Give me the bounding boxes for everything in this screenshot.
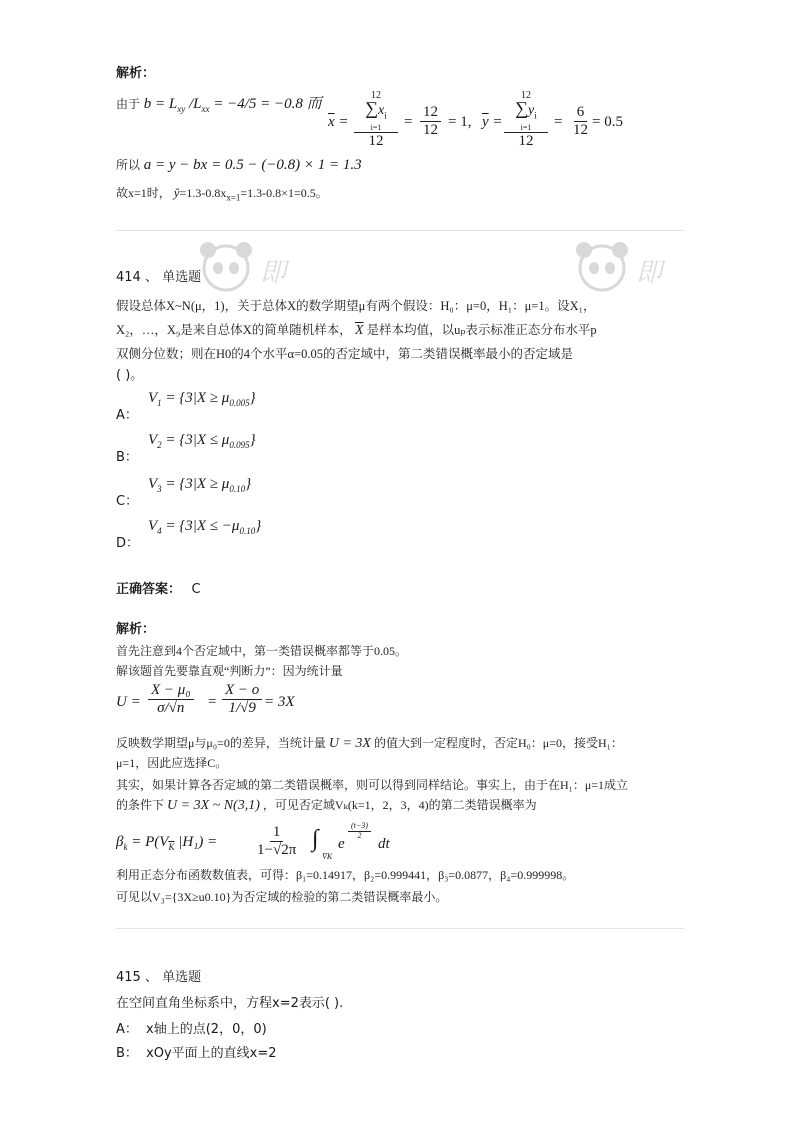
q414-stem-line4: ( )。 [116,368,144,383]
option-c-body: = {3|X ≥ μ [161,476,230,492]
q414-analysis-line4: μ=1，因此应选择C。 [116,756,228,770]
q414-xbar: $\overline{X}$ [354,323,364,338]
option-d-body: = {3|X ≤ −μ [161,518,240,534]
u-lhs: U = [116,694,141,710]
watermark-right [572,238,663,298]
beta-integral: ∫ [312,826,319,852]
beta-mid2: |H₁) = [174,834,218,850]
beta-mid-sub: K [168,842,175,852]
ybar-den: 12 [518,132,534,149]
beta-dt: dt [378,836,390,852]
ybar-result: = 0.5 [592,114,623,130]
q414-header: 414 、 单选题 [116,270,202,285]
q415-header: 415 、 单选题 [116,970,202,985]
prefix-text: 由于 [116,97,141,111]
xbar-eq: = [404,114,413,130]
sub-xx: xx [201,104,210,114]
answer-label: 正确答案： [116,582,182,597]
option-b-close: } [249,432,256,448]
yhat-symbol: ŷ [173,185,180,200]
option-b-lhs-sub: 2 [157,440,162,450]
option-b-label: B： [116,450,138,465]
line3-a: 反映数学期望μ与μ₀=0的差异，当统计量 [116,736,326,750]
q414-stem-line3: 双侧分位数；则在H0的4个水平α=0.05的否定域中，第二类错误概率最小的否定域是 [116,347,574,361]
line6-a: 的条件下 [116,798,165,812]
option-d-lhs-sub: 4 [157,526,162,536]
q415-stem: 在空间直角坐标系中，方程x=2表示( ). [116,996,344,1011]
formula-line-b [116,92,322,114]
option-c-close: } [245,476,252,492]
option-d-lhs: V [148,518,158,534]
line4-prefix: 故x=1时， [116,186,171,200]
line4-sub: x=1 [226,192,241,203]
u-frac1-num: X − μ₀ [148,682,194,700]
watermark-text-left: 即 [260,258,287,288]
ybar-frac-num: 6 [574,104,588,122]
xbar-result: = 1, [448,114,472,130]
option-d-formula [148,518,261,536]
formula-b: b = L [143,96,178,112]
sub-xy: xy [177,104,186,114]
option-b-lhs: V [148,432,158,448]
line6-b: ，可见否定域Vₖ(k=1，2，3，4)的第二类错误概率为 [262,798,537,812]
prefix-suoyi: 所以 [116,158,141,172]
option-a-lhs: V [148,390,158,406]
xbar-sum-var: x [378,103,385,118]
xbar-frac-num: 12 [420,104,441,122]
xbar-sum-sub: i [384,110,387,121]
option-a-sub: 0.005 [229,398,250,408]
ybar-symbol: $\overline{y}$ [482,114,489,130]
line6-formula: U = 3X ~ N(3,1) [167,798,260,813]
panda-logo-icon [572,238,632,294]
option-a-close: } [249,390,256,406]
u-frac1 [148,682,194,716]
option-a-body: = {3|X ≥ μ [161,390,230,406]
u-frac2-num: X − o [222,682,262,700]
beta-sub: k [123,842,128,852]
beta-frac [254,824,299,858]
option-a-lhs-sub: 1 [157,398,162,408]
option-b-formula [148,432,256,450]
beta-exp [348,822,371,841]
q414-answer [116,578,201,597]
q415-option-a-text: x轴上的点(2，0，0) [146,1022,267,1037]
beta-frac-den: 1−√2π [257,841,297,858]
formula-line-yhat [116,184,328,202]
xbar-frac [420,104,441,138]
xbar-symbol: $\overline{x}$ [328,114,335,130]
q414-stem-line2-a: X₂，…，X₉是来自总体X的简单随机样本， [116,323,352,337]
watermark-text-right: 即 [636,258,663,288]
option-b-sub: 0.095 [229,440,250,450]
ybar-frac-den: 12 [573,121,588,138]
answer-value: C [191,582,201,597]
divider-2 [116,928,684,929]
panda-logo-icon [196,238,256,294]
formula-line-a [116,156,362,174]
q414-analysis-line8: 可见以V₃={3X≥u0.10}为否定域的检验的第二类错误概率最小。 [116,890,448,904]
q414-analysis-line7: 利用正态分布函数数值表，可得：β₁=0.14917，β₂=0.999441，β₃=0.0877，β₄=0.999998。 [116,868,575,882]
u-result: = 3X [264,694,295,710]
xbar-frac-den: 12 [423,121,438,138]
q415-option-a-label: A： [116,1022,138,1037]
ybar-sum-frac: 12 $\sum y_i$ i=1 12 [504,90,548,150]
xbar-sum-top: 12 [371,90,381,101]
option-d-close: } [255,518,262,534]
option-c-label: C： [116,494,139,509]
watermark-left [196,238,287,298]
q414-analysis-line5: 其实，如果计算各否定域的第二类错误概率，则可以得到同样结论。事实上，由于在H₁：μ=1成立 [116,778,629,792]
line3-formula: U = 3X [328,736,371,751]
q414-analysis-line2: 解该题首先要靠直观“判断力”：因为统计量 [116,664,343,678]
xbar-den: 12 [368,132,384,149]
q414-stem-line2 [116,320,597,339]
beta-frac-num: 1 [270,824,284,842]
beta-exp-num: (t−3) [348,822,371,832]
beta-integral-sub: V̄K [322,852,333,861]
u-frac1-den: σ/√n [157,699,185,716]
q414-analysis-line3 [116,734,623,752]
option-a-formula [148,390,256,408]
xbar-sum-bottom: i=1 [354,123,398,133]
option-c-lhs: V [148,476,158,492]
q415-option-b-text: xOy平面上的直线x=2 [146,1046,277,1061]
option-c-formula [148,476,251,494]
q414-analysis-line1: 首先注意到4个否定域中，第一类错误概率都等于0.05。 [116,644,408,658]
ybar-sum-var: y [528,103,535,118]
divider-1 [116,230,684,231]
u-frac2 [222,682,262,716]
beta-mid: = P(V [127,834,169,850]
option-d-label: D： [116,536,140,551]
beta-exp-den: 2 [357,830,362,840]
beta-lhs: β [116,834,124,850]
formula-b-mid: /L [185,96,202,112]
ybar-sum-bottom: i=1 [504,123,548,133]
q414-analysis-line6 [116,796,537,814]
option-c-sub: 0.10 [229,484,246,494]
line4-rest: =1.3-0.8x [179,186,227,200]
line3-b: 的值大到一定程度时，否定H₀：μ=0，接受H₁： [373,736,623,750]
option-c-lhs-sub: 3 [157,484,162,494]
q414-stem-line2-b: 是样本均值，以uₚ表示标准正态分布水平p [366,323,597,337]
u-frac2-den: 1/√9 [228,699,256,716]
q414-analysis-label: 解析： [116,622,156,637]
q415-option-b[interactable] [116,1042,277,1061]
formula-a: a = y − bx = 0.5 − (−0.8) × 1 = 1.3 [143,157,362,173]
u-eq: = [208,694,217,710]
q415-option-b-label: B： [116,1046,138,1061]
q415-option-a[interactable] [116,1018,267,1037]
line4-tail: =1.3-0.8×1=0.5。 [240,186,328,200]
q414-stem-line1: 假设总体X~N(μ，1)，关于总体X的数学期望μ有两个假设：H₀：μ=0，H₁：μ=1。设X₁， [116,299,596,313]
beta-lhs-group [116,834,217,852]
xbar-sum-frac: 12 $\sum x_i$ i=1 12 [354,90,398,150]
ybar-sum-sub: i [534,110,537,121]
option-d-sub: 0.10 [239,526,256,536]
ybar-sum-top: 12 [521,90,531,101]
analysis-label-413: 解析： [116,66,156,81]
option-b-body: = {3|X ≤ μ [161,432,230,448]
ybar-frac [570,104,591,138]
formula-b-rest: = −4/5 = −0.8 而 [209,96,322,112]
option-a-label: A： [116,408,138,423]
beta-exp-base: e [338,836,345,852]
